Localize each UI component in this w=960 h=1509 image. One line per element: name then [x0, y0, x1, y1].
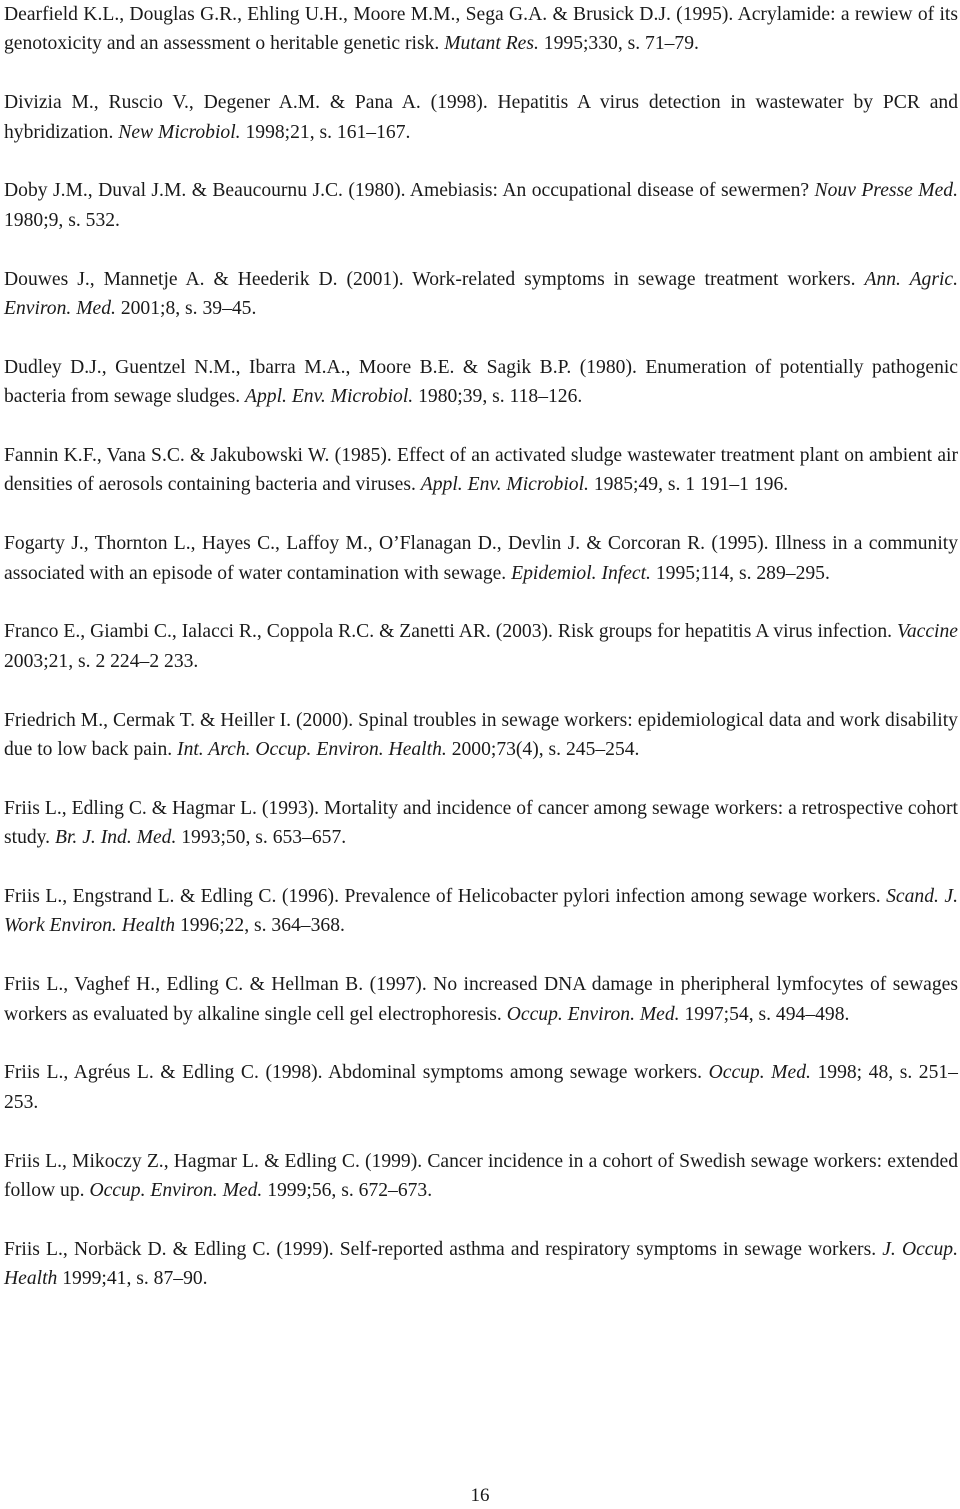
ref-details: 1999;56, s. 672–673. — [267, 1180, 433, 1202]
ref-title: Self-reported asthma and respiratory symptoms in sewage workers. — [339, 1238, 877, 1260]
ref-details: 2000;73(4), s. 245–254. — [451, 739, 640, 761]
ref-authors: Dearfield K.L., Douglas G.R., Ehling U.H., Moore M.M., Sega G.A. & Brusick D.J. (1995). — [4, 4, 734, 25]
page-number: 16 — [470, 1485, 490, 1506]
ref-journal: Scand. J. Work Environ. Health — [4, 886, 958, 937]
ref-title: Effect of an activated sludge wastewater treatment plant on ambient air densities of aerosols containing bacteria and viruses. — [4, 445, 958, 496]
ref-title: Enumeration of potentially pathogenic bacteria from sewage sludges. — [4, 356, 958, 408]
ref-authors: Friis L., Agréus L. & Edling C. (1998). — [4, 1062, 323, 1084]
ref-title: No increased DNA damage in pheripheral lymfocytes of sewages workers as evaluated by alkaline single cell gel electrophoresis. — [4, 974, 958, 1025]
ref-authors: Friis L., Mikoczy Z., Hagmar L. & Edling C. (1999). — [4, 1150, 423, 1172]
reference-entry — [4, 529, 958, 588]
ref-details: 1998;21, s. 161–167. — [245, 121, 411, 143]
ref-journal: Ann. Agric. Environ. Med. — [4, 268, 958, 320]
ref-title: Hepatitis A virus detection in wastewater by PCR and hybridization. — [4, 92, 958, 143]
reference-entry — [4, 617, 958, 676]
ref-details: 1995;114, s. 289–295. — [655, 562, 830, 584]
ref-authors: Friis L., Edling C. & Hagmar L. (1993). — [4, 797, 320, 819]
ref-details: 1985;49, s. 1 191–1 196. — [593, 474, 789, 496]
ref-journal: Br. J. Ind. Med. — [55, 827, 177, 849]
reference-entry — [4, 1235, 958, 1294]
ref-details: 2003;21, s. 2 224–2 233. — [4, 650, 199, 672]
ref-authors: Douwes J., Mannetje A. & Heederik D. (2001). — [4, 268, 404, 290]
reference-entry — [4, 176, 958, 235]
ref-authors: Friedrich M., Cermak T. & Heiller I. (2000). — [4, 709, 354, 731]
ref-details: 1980;9, s. 532. — [4, 209, 120, 231]
ref-title: Acrylamide: a rewiew of its genotoxicity and an assessment o heritable genetic risk. — [4, 4, 958, 55]
ref-journal: Occup. Med. — [708, 1062, 811, 1084]
reference-entry — [4, 441, 958, 500]
reference-entry — [4, 794, 958, 853]
ref-journal: Occup. Environ. Med. — [506, 1003, 680, 1025]
ref-title: Cancer incidence in a cohort of Swedish sewage workers: extended follow up. — [4, 1150, 959, 1202]
ref-authors: Friis L., Vaghef H., Edling C. & Hellman B. (1997). — [4, 974, 427, 996]
ref-authors: Divizia M., Ruscio V., Degener A.M. & Pana A. (1998). — [4, 92, 488, 114]
ref-journal: Nouv Presse Med. — [814, 180, 958, 202]
reference-entry — [4, 88, 958, 147]
ref-details: 1980;39, s. 118–126. — [418, 386, 583, 408]
ref-authors: Franco E., Giambi C., Ialacci R., Coppola R.C. & Zanetti AR. (2003). — [4, 621, 553, 643]
ref-journal: Mutant Res. — [444, 33, 539, 55]
reference-entry — [4, 882, 958, 941]
ref-title: Illness in a community associated with an episode of water contamination with sewage. — [4, 533, 959, 584]
ref-title: Risk groups for hepatitis A virus infection. — [557, 621, 893, 643]
ref-title: Amebiasis: An occupational disease of sewermen? — [409, 180, 810, 202]
ref-authors: Fogarty J., Thornton L., Hayes C., Laffoy M., O’Flanagan D., Devlin J. & Corcoran R. (1995). — [4, 533, 769, 555]
ref-title: Mortality and incidence of cancer among sewage workers: a retrospective cohort study. — [4, 797, 958, 849]
reference-entry — [4, 1147, 958, 1206]
ref-details: 1995;330, s. 71–79. — [543, 33, 699, 55]
reference-entry — [4, 706, 958, 765]
ref-details: 2001;8, s. 39–45. — [120, 298, 257, 320]
ref-details: 1996;22, s. 364–368. — [179, 915, 345, 937]
ref-authors: Dudley D.J., Guentzel N.M., Ibarra M.A., Moore B.E. & Sagik B.P. (1980). — [4, 356, 637, 378]
ref-details: 1993;50, s. 653–657. — [181, 827, 347, 849]
reference-list — [4, 0, 958, 1323]
ref-journal: New Microbiol. — [118, 121, 241, 143]
ref-details: 1997;54, s. 494–498. — [684, 1003, 850, 1025]
reference-entry — [4, 265, 958, 324]
ref-title: Abdominal symptoms among sewage workers. — [328, 1062, 703, 1084]
reference-entry — [4, 0, 958, 59]
ref-authors: Friis L., Norbäck D. & Edling C. (1999). — [4, 1238, 334, 1260]
reference-entry — [4, 970, 958, 1029]
ref-journal: Epidemiol. Infect. — [511, 562, 651, 584]
ref-journal: Appl. Env. Microbiol. — [245, 386, 414, 408]
ref-title: Prevalence of Helicobacter pylori infection among sewage workers. — [344, 886, 881, 908]
ref-title: Spinal troubles in sewage workers: epidemiological data and work disability due to low back pain. — [4, 709, 958, 761]
ref-details: 1998; 48, s. 251–253. — [4, 1062, 958, 1113]
ref-journal: Vaccine — [897, 621, 958, 643]
ref-journal: Occup. Environ. Med. — [89, 1180, 263, 1202]
ref-details: 1999;41, s. 87–90. — [62, 1268, 208, 1290]
ref-title: Work-related symptoms in sewage treatment workers. — [412, 268, 856, 290]
ref-journal: Appl. Env. Microbiol. — [420, 474, 589, 496]
ref-journal: Int. Arch. Occup. Environ. Health. — [177, 739, 447, 761]
ref-authors: Doby J.M., Duval J.M. & Beaucournu J.C. (1980). — [4, 180, 406, 202]
reference-entry — [4, 353, 958, 412]
ref-authors: Fannin K.F., Vana S.C. & Jakubowski W. (1985). — [4, 445, 392, 467]
ref-authors: Friis L., Engstrand L. & Edling C. (1996). — [4, 886, 339, 908]
reference-entry — [4, 1058, 958, 1117]
ref-journal: J. Occup. Health — [4, 1238, 958, 1290]
